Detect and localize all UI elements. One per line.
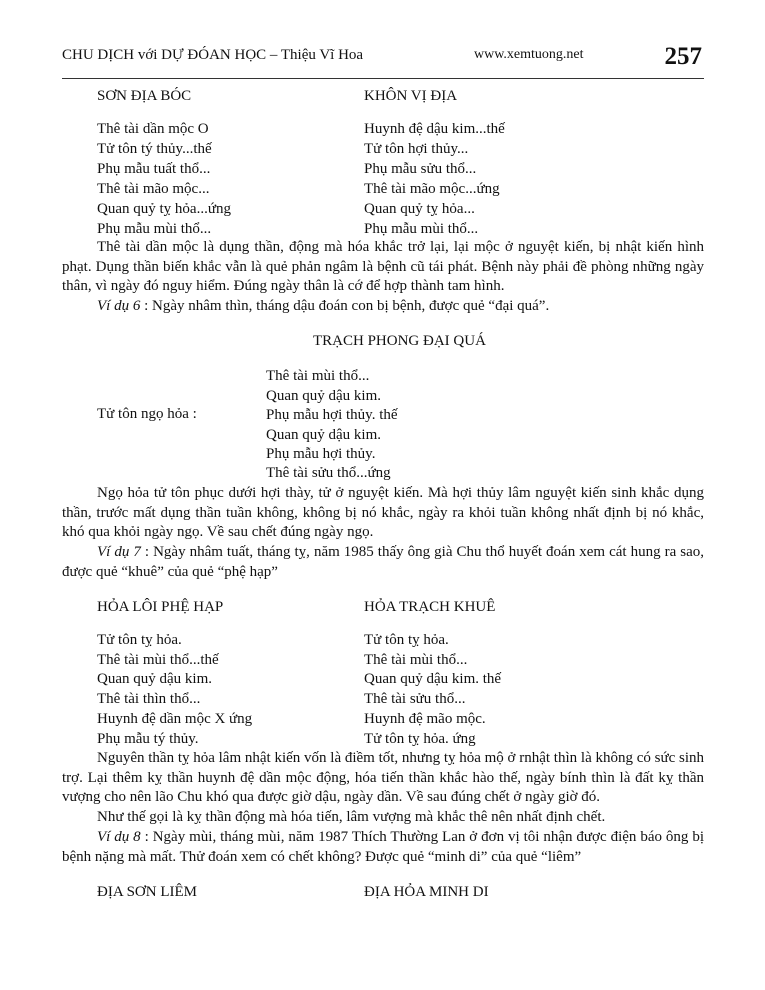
hexagram-line: Thê tài mão mộc... (97, 181, 210, 197)
hexagram-line: Tử tôn tỵ hỏa. (364, 632, 449, 648)
hexagram-line: Thê tài sửu thổ...ứng (266, 465, 391, 481)
hexagram-line: Tử tôn tỵ hỏa. (97, 632, 182, 648)
hexagram-line: Phụ mẫu hợi thủy. (266, 446, 376, 462)
hexagram-line: Quan quỷ tỵ hỏa... (364, 201, 475, 217)
hexagram-title-right: KHÔN VỊ ĐỊA (364, 88, 458, 104)
hexagram-line: Thê tài thìn thổ... (97, 691, 201, 707)
hexagram-line: Phụ mẫu hợi thủy. thế (266, 407, 398, 423)
example-label: Ví dụ 7 (97, 544, 141, 560)
header-rule (62, 78, 704, 79)
hexagram-line: Quan quỷ dậu kim. (266, 388, 381, 404)
body-paragraph: Như thế gọi là kỵ thần động mà hóa tiến, lâm vượng mà khắc thê nên nhất định chết. (97, 809, 606, 825)
hexagram-title-right: HỎA TRẠCH KHUÊ (364, 599, 496, 615)
hexagram-title-left: SƠN ĐỊA BÓC (97, 88, 192, 104)
hexagram-line: Phụ mẫu tý thủy. (97, 731, 199, 747)
hexagram-line: Thê tài sửu thổ... (364, 691, 466, 707)
hexagram-line: Phụ mẫu tuất thổ... (97, 161, 211, 177)
hexagram-title-left: HỎA LÔI PHỆ HẠP (97, 599, 224, 615)
page-header (62, 43, 704, 76)
hexagram-title-left: ĐỊA SƠN LIÊM (97, 884, 197, 900)
example-text: : Ngày mùi, tháng mùi, năm 1987 Thích Thường Lan ở đơn vị tôi nhận được điện báo ông bị bệnh nặng mà mất. Thử đoán xem có chết không? Được quẻ “minh di” của quẻ “liêm” (62, 829, 704, 865)
hexagram-line: Thê tài mùi thổ... (266, 368, 370, 384)
hexagram-line: Phụ mẫu mùi thổ... (97, 221, 212, 237)
hexagram-line: Phụ mẫu sửu thổ... (364, 161, 477, 177)
example-text: : Ngày nhâm tuất, tháng tỵ, năm 1985 thấy ông già Chu thổ huyết đoán xem cát hung ra sao, được quẻ “khuê” của quẻ “phệ hạp” (62, 544, 704, 580)
example-text: : Ngày nhâm thìn, tháng dậu đoán con bị bệnh, được quẻ “đại quá”. (140, 298, 550, 314)
body-paragraph: Ngọ hỏa tử tôn phục dưới hợi thày, tử ở nguyệt kiến. Mà hợi thủy lâm nguyệt kiến sinh khắc dụng thần, trước mất dụng thần tuần không, không bị nó khắc, ngày ra khỏi tuần không nhất định bị nó khắc, khó qua khỏi ngày ngọ. Về sau chết đúng ngày ngọ. (62, 485, 704, 541)
example-label: Ví dụ 8 (97, 829, 141, 845)
hexagram-title: TRẠCH PHONG ĐẠI QUÁ (313, 333, 486, 349)
hexagram-line: Tử tôn hợi thủy... (364, 141, 469, 157)
hexagram-line: Tử tôn tý thủy...thế (97, 141, 212, 157)
hexagram-line: Quan quỷ dậu kim. (266, 427, 381, 443)
example-label: Ví dụ 6 (97, 298, 141, 314)
hexagram-line: Thê tài mùi thổ...thế (97, 652, 219, 668)
hexagram-line: Quan quỷ tỵ hỏa...ứng (97, 201, 231, 217)
hexagram-line: Quan quỷ dậu kim. thế (364, 671, 502, 687)
website-url[interactable]: www.xemtuong.net (474, 47, 584, 62)
book-title: CHU DỊCH với DỰ ĐÓAN HỌC – Thiệu Vĩ Hoa (62, 47, 364, 63)
hexagram-line: Tử tôn tỵ hỏa. ứng (364, 731, 476, 747)
page-number: 257 (664, 43, 702, 70)
hexagram-line: Huynh đệ dần mộc X ứng (97, 711, 253, 727)
hexagram-line: Thê tài mão mộc...ứng (364, 181, 500, 197)
hexagram-line: Huynh đệ dậu kim...thế (364, 121, 505, 137)
body-paragraph: Nguyên thần tỵ hỏa lâm nhật kiến vốn là điềm tốt, nhưng tỵ hỏa mộ ở rnhật thìn là không có sức sinh trợ. Lại thêm kỵ thần huynh đệ dần mộc động, hóa tiến thần khắc hào thế, ngày bính thìn là đất kỵ thần vượng cho nên lão Chu khó qua được giờ dậu, ngày dần. Về sau đúng chết ở ngày giờ đó. (62, 750, 705, 806)
body-paragraph: Thê tài dần mộc là dụng thần, động mà hóa khắc trở lại, lại mộc ở nguyệt kiến, bị nhật kiến hình phạt. Dụng thần biến khắc vẫn là quẻ phản ngâm là bệnh cũ tái phát. Bệnh này phải đề phòng những ngày thân, vì ngày đó nguy hiểm. Đúng ngày thân là cớ để hợp thành tam hình. (62, 239, 704, 295)
hexagram-title-right: ĐỊA HỎA MINH DI (364, 884, 489, 900)
hexagram-line: Quan quỷ dậu kim. (97, 671, 212, 687)
hexagram-side-label: Tử tôn ngọ hỏa : (97, 406, 197, 422)
example-paragraph (62, 543, 704, 582)
hexagram-line: Thê tài mùi thổ... (364, 652, 468, 668)
example-paragraph (62, 297, 704, 317)
hexagram-line: Huynh đệ mão mộc. (364, 711, 486, 727)
example-paragraph (62, 828, 704, 867)
hexagram-line: Thê tài dần mộc O (97, 121, 209, 137)
hexagram-line: Phụ mẫu mùi thổ... (364, 221, 479, 237)
